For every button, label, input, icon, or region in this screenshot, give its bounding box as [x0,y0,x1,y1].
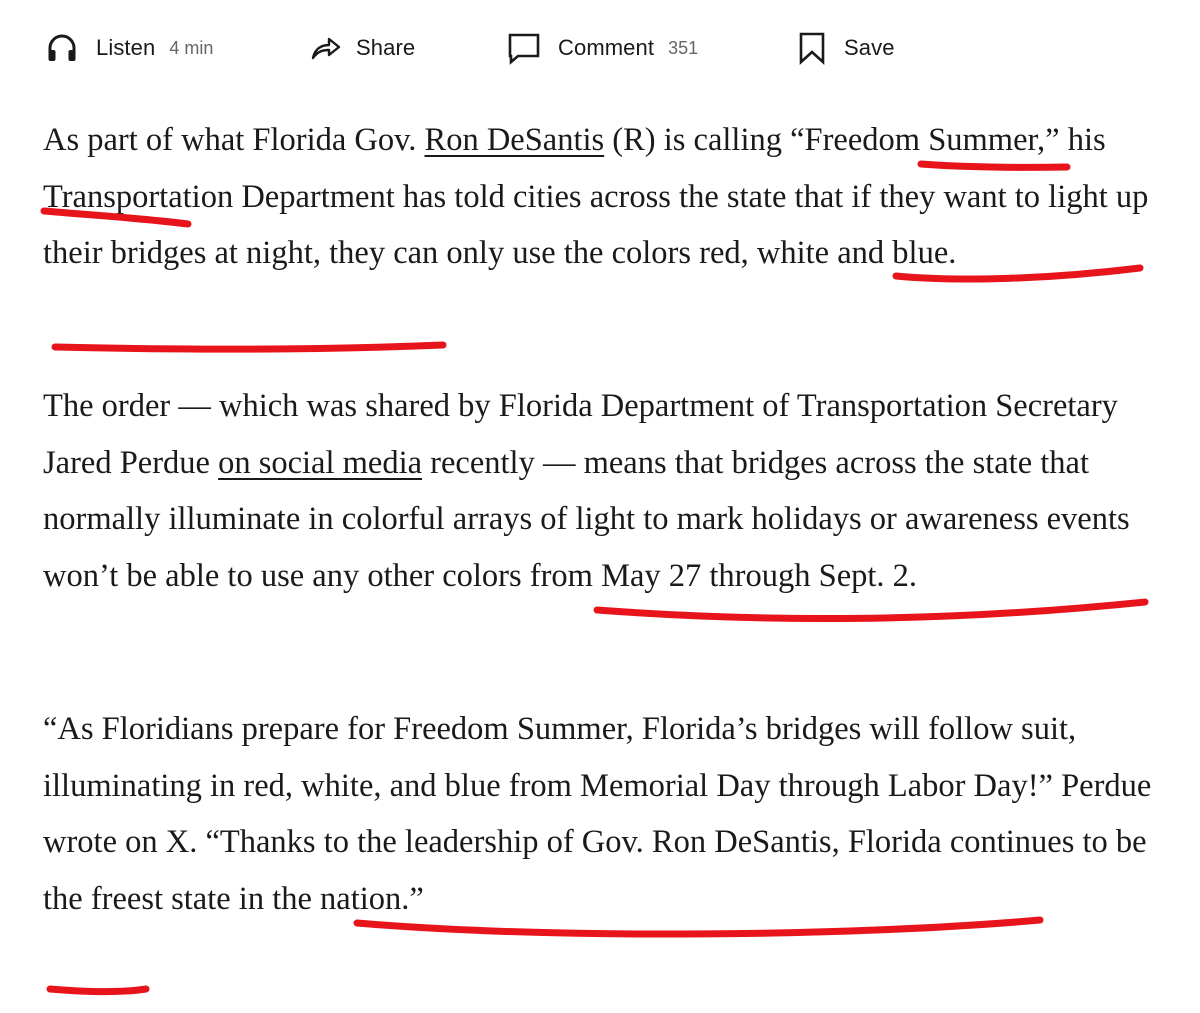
headphones-icon [44,30,80,66]
social-media-link[interactable]: on social media [218,444,423,481]
red-underline-nation [50,989,146,992]
save-label: Save [844,35,895,60]
comment-label: Comment [558,35,655,60]
listen-duration: 4 min [169,37,214,58]
save-button[interactable] [794,26,895,70]
share-arrow-icon [308,30,344,66]
comment-bubble-icon [506,30,542,66]
share-label: Share [356,35,416,60]
paragraph-text: The order — which was shared by Florida Department of Transportation Secretary Jared Perdue [43,388,1118,481]
article-paragraph-3 [43,701,1173,927]
listen-button[interactable] [44,26,213,70]
red-underline-colors [55,345,443,349]
paragraph-text: recently — means that bridges across the state that normally illuminate in colorful arrays of light to mark holidays or awareness events won’t be able to use any other colors from May 27 through Sept. 2. [43,444,1130,594]
bookmark-icon [794,30,830,66]
ron-desantis-link[interactable]: Ron DeSantis [424,122,605,158]
comment-button[interactable] [506,26,698,70]
paragraph-text: As part of what Florida Gov. [43,122,425,158]
comment-count: 351 [668,37,699,58]
red-underline-wont-be-able [597,602,1145,619]
article-toolbar [44,26,944,70]
share-button[interactable] [308,26,415,70]
listen-label: Listen [96,35,156,60]
article-paragraph-2 [43,378,1173,604]
article-paragraph-1 [43,112,1173,282]
paragraph-text: “As Floridians prepare for Freedom Summer, Florida’s bridges will follow suit, illuminating in red, white, and blue from Memorial Day through Labor Day!” Perdue wrote on X. “Thanks to the leadership of Gov. Ron DeSantis, Florida continues to be the freest state in the nation.” [43,711,1152,917]
paragraph-text: (R) is calling “Freedom Summer,” his Transportation Department has told cities across the state that if they want to light up their bridges at night, they can only use the colors red, white and blue. [43,122,1149,271]
